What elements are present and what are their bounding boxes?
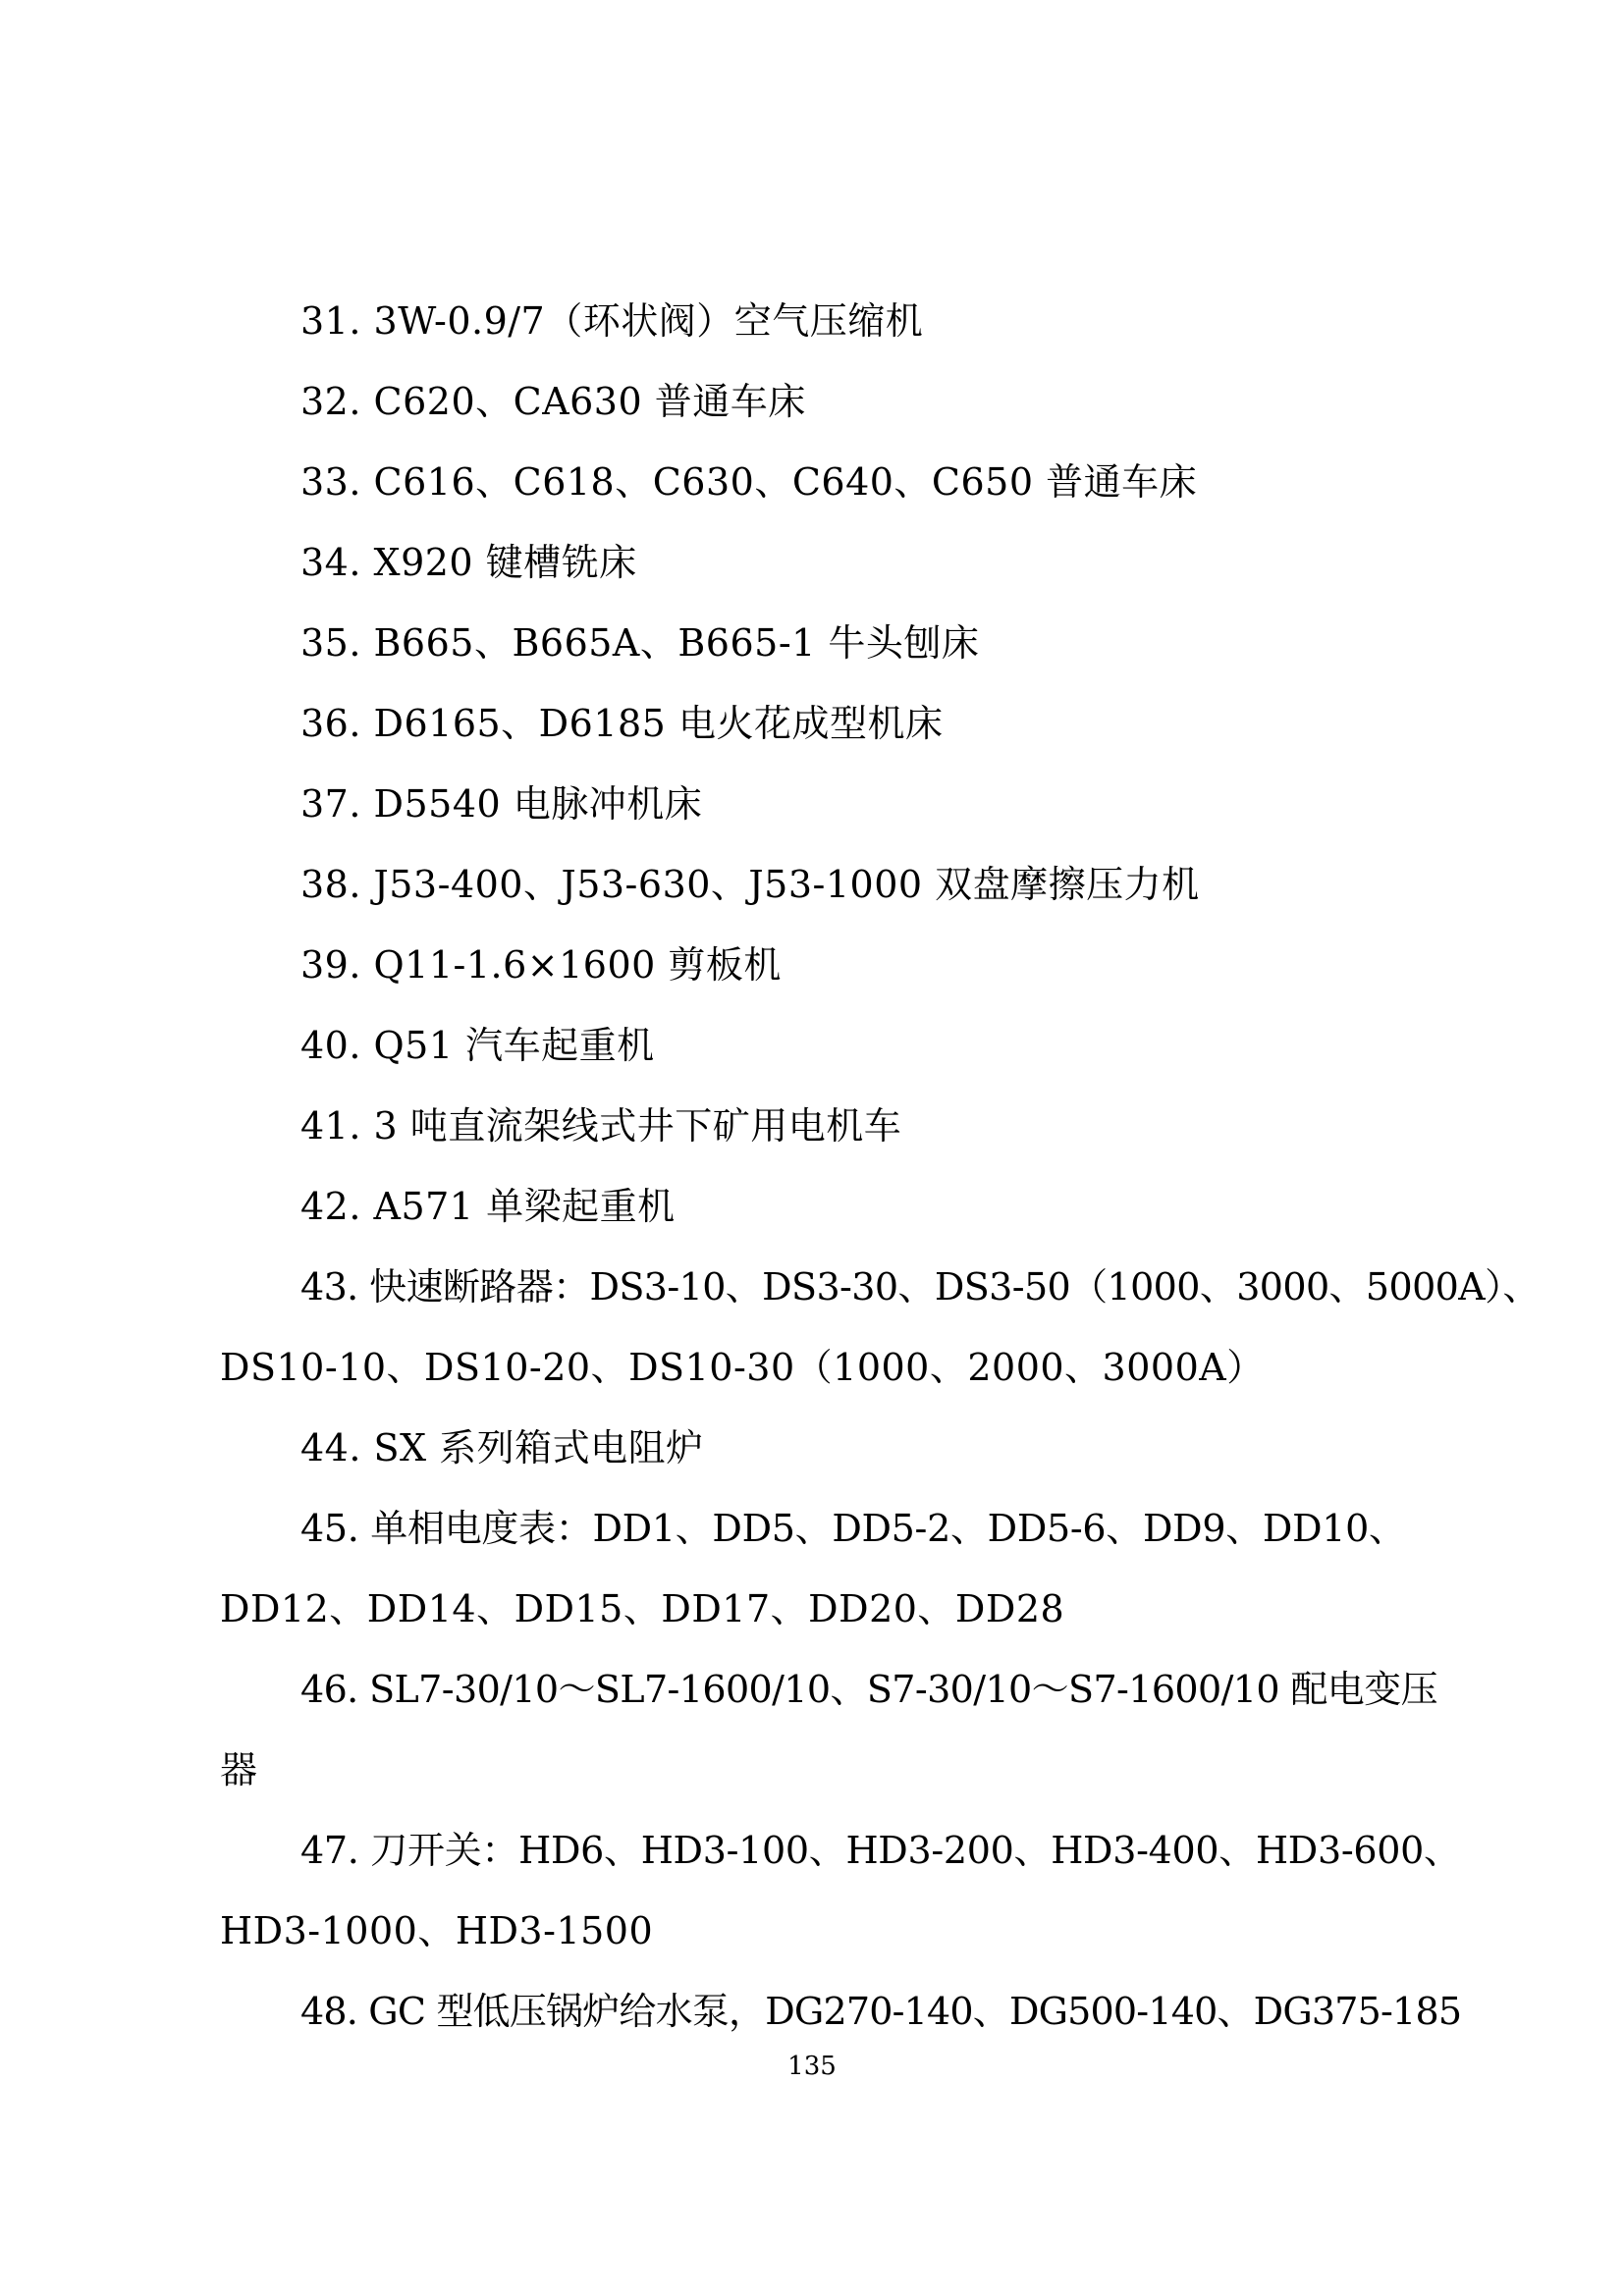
list-item-40: 40. Q51 汽车起重机 (300, 1024, 655, 1067)
list-item-36: 36. D6165、D6185 电火花成型机床 (300, 702, 944, 745)
list-item-43-line-1: 43. 快速断路器：DS3-10、DS3-30、DS3-50（1000、3000、5000A）、 (300, 1265, 1540, 1308)
list-item-46-line-1: 46. SL7-30/10～SL7-1600/10、S7-30/10～S7-1600/10 配电变压 (300, 1668, 1438, 1711)
list-item-46-line-2: 器 (220, 1748, 258, 1791)
list-item-34: 34. X920 键槽铣床 (300, 541, 637, 584)
list-item-43-line-2: DS10-10、DS10-20、DS10-30（1000、2000、3000A） (220, 1346, 1265, 1389)
list-item-35: 35. B665、B665A、B665-1 牛头刨床 (300, 621, 980, 665)
list-item-44: 44. SX 系列箱式电阻炉 (300, 1426, 704, 1469)
list-item-45-line-1: 45. 单相电度表：DD1、DD5、DD5-2、DD5-6、DD9、DD10、 (300, 1507, 1406, 1550)
list-item-33: 33. C616、C618、C630、C640、C650 普通车床 (300, 460, 1198, 504)
list-item-47-line-1: 47. 刀开关：HD6、HD3-100、HD3-200、HD3-400、HD3-600、 (300, 1829, 1461, 1872)
list-item-31: 31. 3W-0.9/7（环状阀）空气压缩机 (300, 299, 924, 343)
list-item-42: 42. A571 单梁起重机 (300, 1185, 676, 1228)
page-number: 135 (787, 2052, 837, 2081)
list-item-45-line-2: DD12、DD14、DD15、DD17、DD20、DD28 (220, 1587, 1065, 1630)
list-item-38: 38. J53-400、J53-630、J53-1000 双盘摩擦压力机 (300, 863, 1200, 906)
list-item-32: 32. C620、CA630 普通车床 (300, 380, 806, 423)
list-item-41: 41. 3 吨直流架线式井下矿用电机车 (300, 1104, 902, 1148)
list-item-39: 39. Q11-1.6×1600 剪板机 (300, 943, 782, 987)
list-item-48-line-1: 48. GC 型低压锅炉给水泵，DG270-140、DG500-140、DG375-185 (300, 1990, 1462, 2033)
list-item-37: 37. D5540 电脉冲机床 (300, 782, 703, 826)
list-item-47-line-2: HD3-1000、HD3-1500 (220, 1909, 654, 1952)
